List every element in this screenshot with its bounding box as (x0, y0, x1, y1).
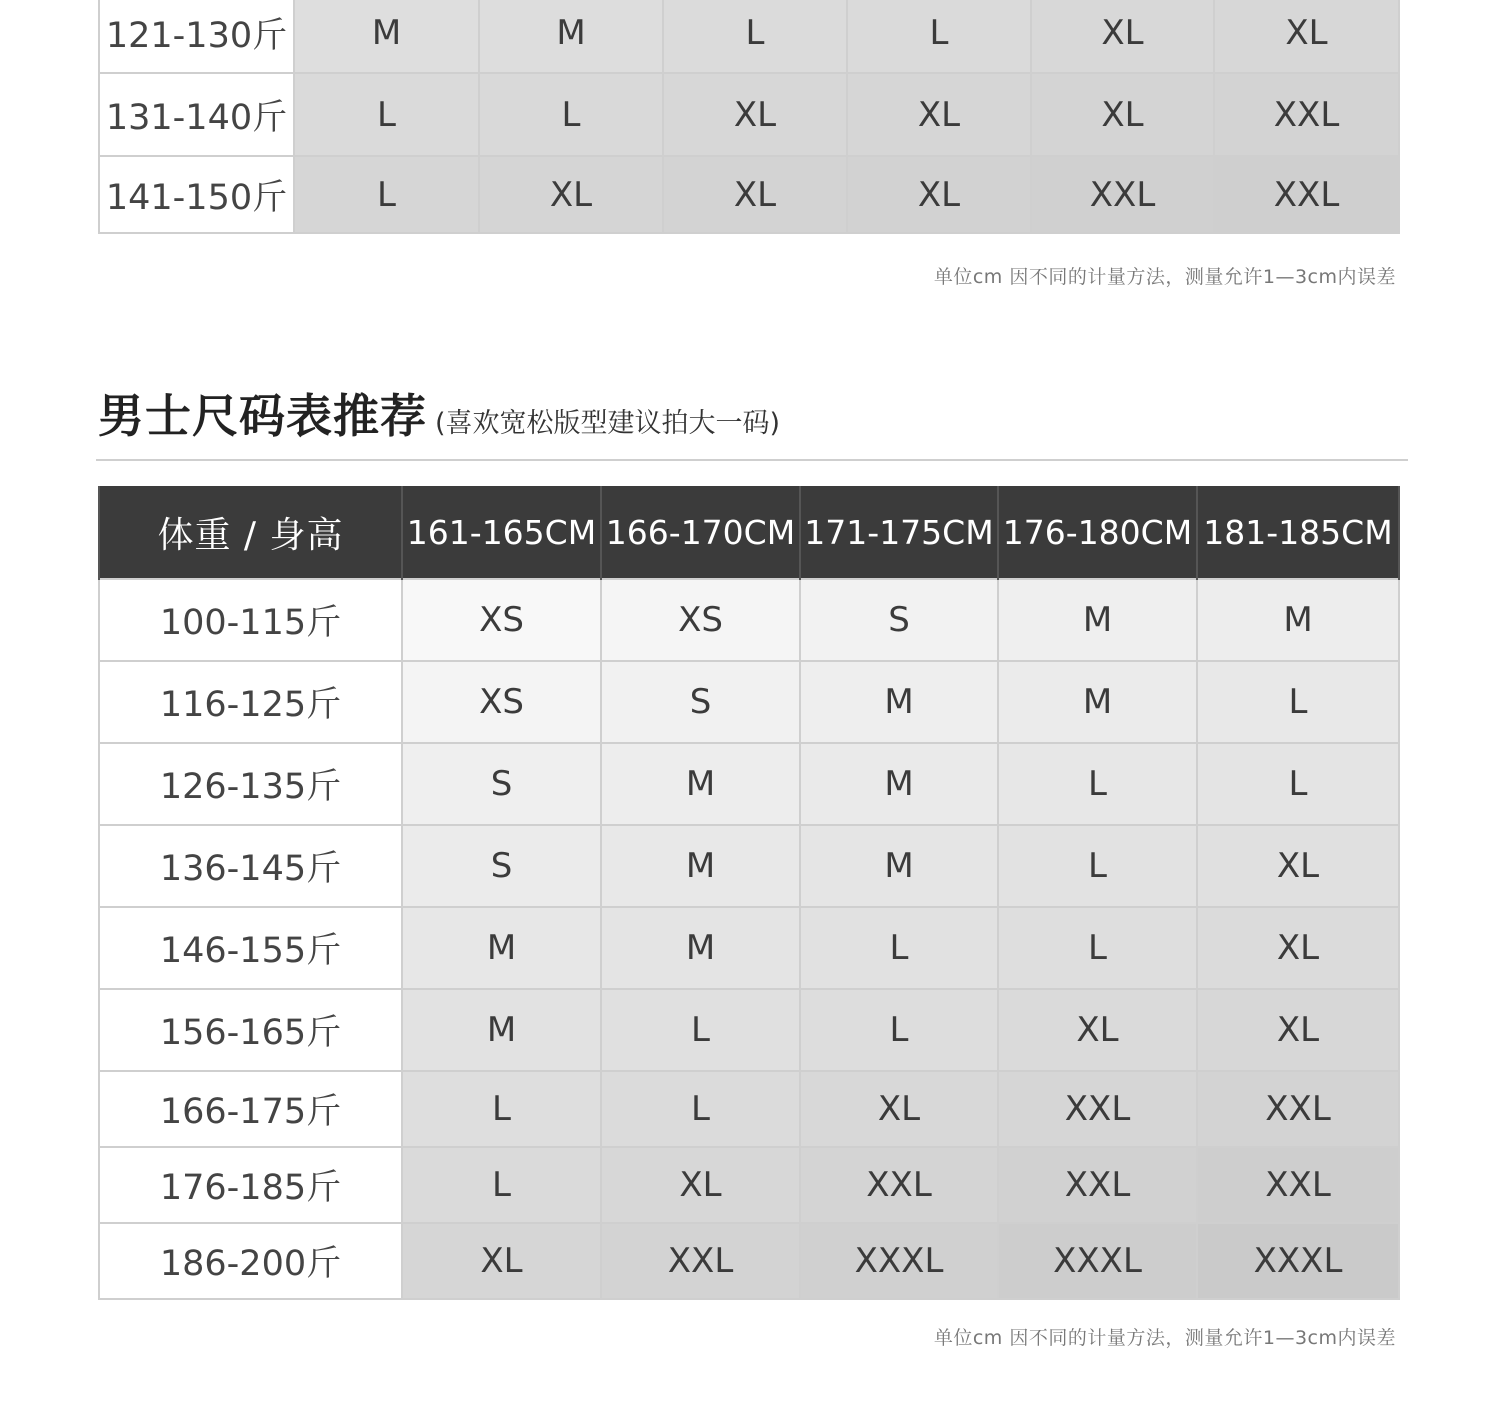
size-cell: XS (402, 579, 601, 661)
size-cell: XL (1197, 907, 1399, 989)
size-cell: L (294, 73, 479, 156)
size-cell: M (998, 579, 1197, 661)
top-size-table (98, 0, 1400, 234)
men-size-title: 男士尺码表推荐 (98, 389, 427, 443)
size-cell: L (663, 0, 847, 73)
size-cell: M (601, 907, 800, 989)
size-cell: XXL (601, 1223, 800, 1299)
size-cell: L (402, 1071, 601, 1147)
size-cell: XS (402, 661, 601, 743)
weight-label: 116-125斤 (99, 661, 402, 743)
weight-label: 100-115斤 (99, 579, 402, 661)
size-cell: XXL (1214, 156, 1399, 233)
weight-label: 146-155斤 (99, 907, 402, 989)
size-cell: M (800, 743, 998, 825)
size-cell: XXL (1197, 1071, 1399, 1147)
size-cell: XL (1197, 989, 1399, 1071)
table-row (99, 989, 1399, 1071)
size-cell: XL (847, 156, 1031, 233)
height-header: 176-180CM (998, 486, 1197, 579)
weight-label: 126-135斤 (99, 743, 402, 825)
height-header: 171-175CM (800, 486, 998, 579)
size-cell: S (601, 661, 800, 743)
table-row (99, 1071, 1399, 1147)
height-header: 181-185CM (1197, 486, 1399, 579)
table-row (99, 907, 1399, 989)
title-divider (96, 459, 1408, 461)
size-cell: M (402, 989, 601, 1071)
weight-label: 136-145斤 (99, 825, 402, 907)
size-cell: XL (800, 1071, 998, 1147)
size-cell: S (402, 825, 601, 907)
size-cell: M (800, 825, 998, 907)
size-cell: XS (601, 579, 800, 661)
size-cell: L (998, 743, 1197, 825)
size-cell: L (402, 1147, 601, 1223)
size-cell: L (1197, 661, 1399, 743)
weight-label: 156-165斤 (99, 989, 402, 1071)
size-cell: M (294, 0, 479, 73)
size-cell: M (1197, 579, 1399, 661)
size-cell: XL (663, 73, 847, 156)
section-title (98, 380, 780, 446)
size-cell: XXL (998, 1071, 1197, 1147)
height-header: 166-170CM (601, 486, 800, 579)
measurement-note: 单位cm 因不同的计量方法，测量允许1—3cm内误差 (933, 1327, 1396, 1349)
table-row (99, 73, 1399, 156)
table-row (99, 743, 1399, 825)
table-row (99, 0, 1399, 73)
weight-label: 131-140斤 (99, 73, 294, 156)
corner-header: 体重 / 身高 (99, 486, 402, 579)
table-row (99, 661, 1399, 743)
size-cell: XL (402, 1223, 601, 1299)
size-cell: XL (1197, 825, 1399, 907)
size-cell: L (601, 1071, 800, 1147)
size-cell: XL (847, 73, 1031, 156)
size-cell: XL (663, 156, 847, 233)
size-cell: XXL (998, 1147, 1197, 1223)
table-row (99, 579, 1399, 661)
size-cell: XL (1031, 0, 1214, 73)
weight-label: 186-200斤 (99, 1223, 402, 1299)
size-cell: XL (998, 989, 1197, 1071)
size-cell: XXXL (998, 1223, 1197, 1299)
size-cell: XXL (1214, 73, 1399, 156)
weight-label: 176-185斤 (99, 1147, 402, 1223)
size-cell: M (601, 825, 800, 907)
size-cell: S (800, 579, 998, 661)
size-cell: M (479, 0, 663, 73)
men-size-subtitle: (喜欢宽松版型建议拍大一码) (435, 408, 781, 439)
size-cell: XXL (800, 1147, 998, 1223)
size-cell: L (847, 0, 1031, 73)
height-header: 161-165CM (402, 486, 601, 579)
size-cell: XL (1214, 0, 1399, 73)
table-row (99, 1223, 1399, 1299)
weight-label: 121-130斤 (99, 0, 294, 73)
header-row (99, 486, 1399, 579)
size-cell: XL (601, 1147, 800, 1223)
size-cell: XL (479, 156, 663, 233)
size-cell: S (402, 743, 601, 825)
size-cell: XXXL (1197, 1223, 1399, 1299)
men-size-table (98, 486, 1400, 1300)
size-cell: XXL (1197, 1147, 1399, 1223)
table-row (99, 1147, 1399, 1223)
size-cell: L (294, 156, 479, 233)
size-cell: L (998, 907, 1197, 989)
size-cell: M (601, 743, 800, 825)
size-cell: L (800, 907, 998, 989)
size-cell: L (479, 73, 663, 156)
size-cell: L (1197, 743, 1399, 825)
size-cell: L (601, 989, 800, 1071)
size-cell: L (998, 825, 1197, 907)
size-cell: M (402, 907, 601, 989)
size-cell: M (998, 661, 1197, 743)
size-cell: M (800, 661, 998, 743)
size-cell: XXL (1031, 156, 1214, 233)
size-cell: L (800, 989, 998, 1071)
weight-label: 141-150斤 (99, 156, 294, 233)
size-cell: XL (1031, 73, 1214, 156)
weight-label: 166-175斤 (99, 1071, 402, 1147)
table-row (99, 825, 1399, 907)
size-cell: XXXL (800, 1223, 998, 1299)
table-row (99, 156, 1399, 233)
measurement-note: 单位cm 因不同的计量方法，测量允许1—3cm内误差 (933, 266, 1396, 288)
